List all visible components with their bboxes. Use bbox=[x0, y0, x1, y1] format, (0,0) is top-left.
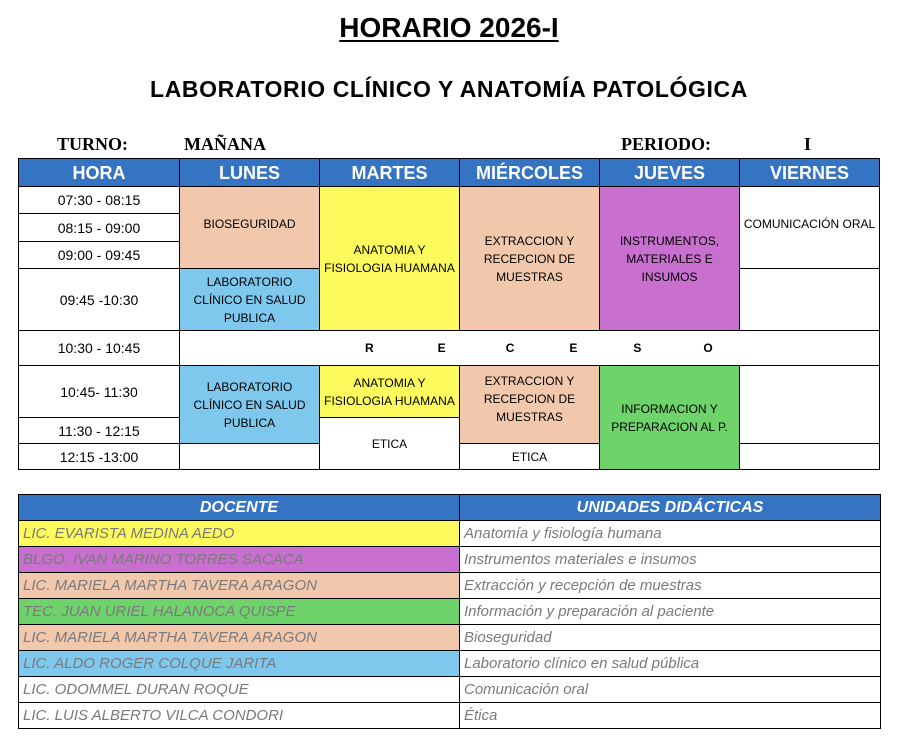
block-martes-anatomia-1: ANATOMIA Y FISIOLOGIA HUAMANA bbox=[320, 187, 460, 331]
time-slot: 10:30 - 10:45 bbox=[19, 331, 180, 366]
legend-unidad: Bioseguridad bbox=[460, 625, 881, 651]
legend-unidad: Información y preparación al paciente bbox=[460, 599, 881, 625]
receso-letter: O bbox=[703, 341, 713, 355]
block-jueves-instrumentos: INSTRUMENTOS, MATERIALES E INSUMOS bbox=[600, 187, 740, 331]
turno-value: MAÑANA bbox=[184, 134, 266, 154]
empty-cell bbox=[180, 444, 320, 470]
receso-row bbox=[180, 331, 880, 366]
legend-unidad: Instrumentos materiales e insumos bbox=[460, 547, 881, 573]
schedule-table bbox=[18, 158, 880, 470]
block-martes-anatomia-2: ANATOMIA Y FISIOLOGIA HUAMANA bbox=[320, 366, 460, 418]
block-jueves-informacion: INFORMACION Y PREPARACION AL P. bbox=[600, 366, 740, 470]
header-martes: MARTES bbox=[320, 159, 460, 187]
header-miercoles: MIÉRCOLES bbox=[460, 159, 600, 187]
receso-letter: E bbox=[437, 341, 446, 355]
legend-docente: BLGO. IVAN MARINO TORRES SACACA bbox=[19, 547, 460, 573]
block-lunes-laboratorio-1: LABORATORIO CLÍNICO EN SALUD PUBLICA bbox=[180, 269, 320, 331]
page-title: HORARIO 2026-I bbox=[339, 12, 559, 43]
page-subtitle: LABORATORIO CLÍNICO Y ANATOMÍA PATOLÓGICA bbox=[150, 76, 748, 102]
legend-unidad: Extracción y recepción de muestras bbox=[460, 573, 881, 599]
block-miercoles-extraccion-2: EXTRACCION Y RECEPCION DE MUESTRAS bbox=[460, 366, 600, 444]
block-martes-etica: ETICA bbox=[320, 418, 460, 470]
empty-cell bbox=[740, 444, 880, 470]
time-slot: 12:15 -13:00 bbox=[19, 444, 180, 470]
receso-letter: E bbox=[569, 341, 578, 355]
block-miercoles-extraccion-1: EXTRACCION Y RECEPCION DE MUESTRAS bbox=[460, 187, 600, 331]
receso-letter: S bbox=[633, 341, 642, 355]
header-viernes: VIERNES bbox=[740, 159, 880, 187]
time-slot: 09:00 - 09:45 bbox=[19, 242, 180, 269]
block-lunes-laboratorio-2: LABORATORIO CLÍNICO EN SALUD PUBLICA bbox=[180, 366, 320, 444]
legend-unidad: Comunicación oral bbox=[460, 677, 881, 703]
empty-cell bbox=[740, 269, 880, 331]
legend-unidad: Anatomía y fisiología humana bbox=[460, 521, 881, 547]
block-miercoles-etica: ETICA bbox=[460, 444, 600, 470]
legend-header-unidades: UNIDADES DIDÁCTICAS bbox=[460, 495, 881, 521]
receso-letter: R bbox=[365, 341, 374, 355]
legend-unidad: Ética bbox=[460, 703, 881, 729]
legend-docente: LIC. ODOMMEL DURAN ROQUE bbox=[19, 677, 460, 703]
legend-table bbox=[18, 494, 881, 729]
legend-docente: LIC. MARIELA MARTHA TAVERA ARAGON bbox=[19, 573, 460, 599]
turno-label: TURNO: bbox=[57, 134, 128, 154]
time-slot: 08:15 - 09:00 bbox=[19, 214, 180, 242]
block-lunes-bioseguridad: BIOSEGURIDAD bbox=[180, 187, 320, 269]
empty-cell bbox=[740, 366, 880, 444]
header-lunes: LUNES bbox=[180, 159, 320, 187]
time-slot: 07:30 - 08:15 bbox=[19, 187, 180, 214]
legend-header-docente: DOCENTE bbox=[19, 495, 460, 521]
receso-letter: C bbox=[505, 341, 515, 355]
legend-docente: LIC. LUIS ALBERTO VILCA CONDORI bbox=[19, 703, 460, 729]
header-hora: HORA bbox=[19, 159, 180, 187]
time-slot: 09:45 -10:30 bbox=[19, 269, 180, 331]
periodo-value: I bbox=[804, 134, 812, 154]
block-viernes-comunicacion: COMUNICACIÓN ORAL bbox=[740, 187, 880, 269]
periodo-label: PERIODO: bbox=[621, 134, 711, 154]
legend-docente: LIC. ALDO ROGER COLQUE JARITA bbox=[19, 651, 460, 677]
time-slot: 10:45- 11:30 bbox=[19, 366, 180, 418]
time-slot: 11:30 - 12:15 bbox=[19, 418, 180, 444]
header-jueves: JUEVES bbox=[600, 159, 740, 187]
legend-docente: LIC. EVARISTA MEDINA AEDO bbox=[19, 521, 460, 547]
legend-docente: LIC. MARIELA MARTHA TAVERA ARAGON bbox=[19, 625, 460, 651]
legend-unidad: Laboratorio clínico en salud pública bbox=[460, 651, 881, 677]
legend-docente: TEC. JUAN URIEL HALANOCA QUISPE bbox=[19, 599, 460, 625]
